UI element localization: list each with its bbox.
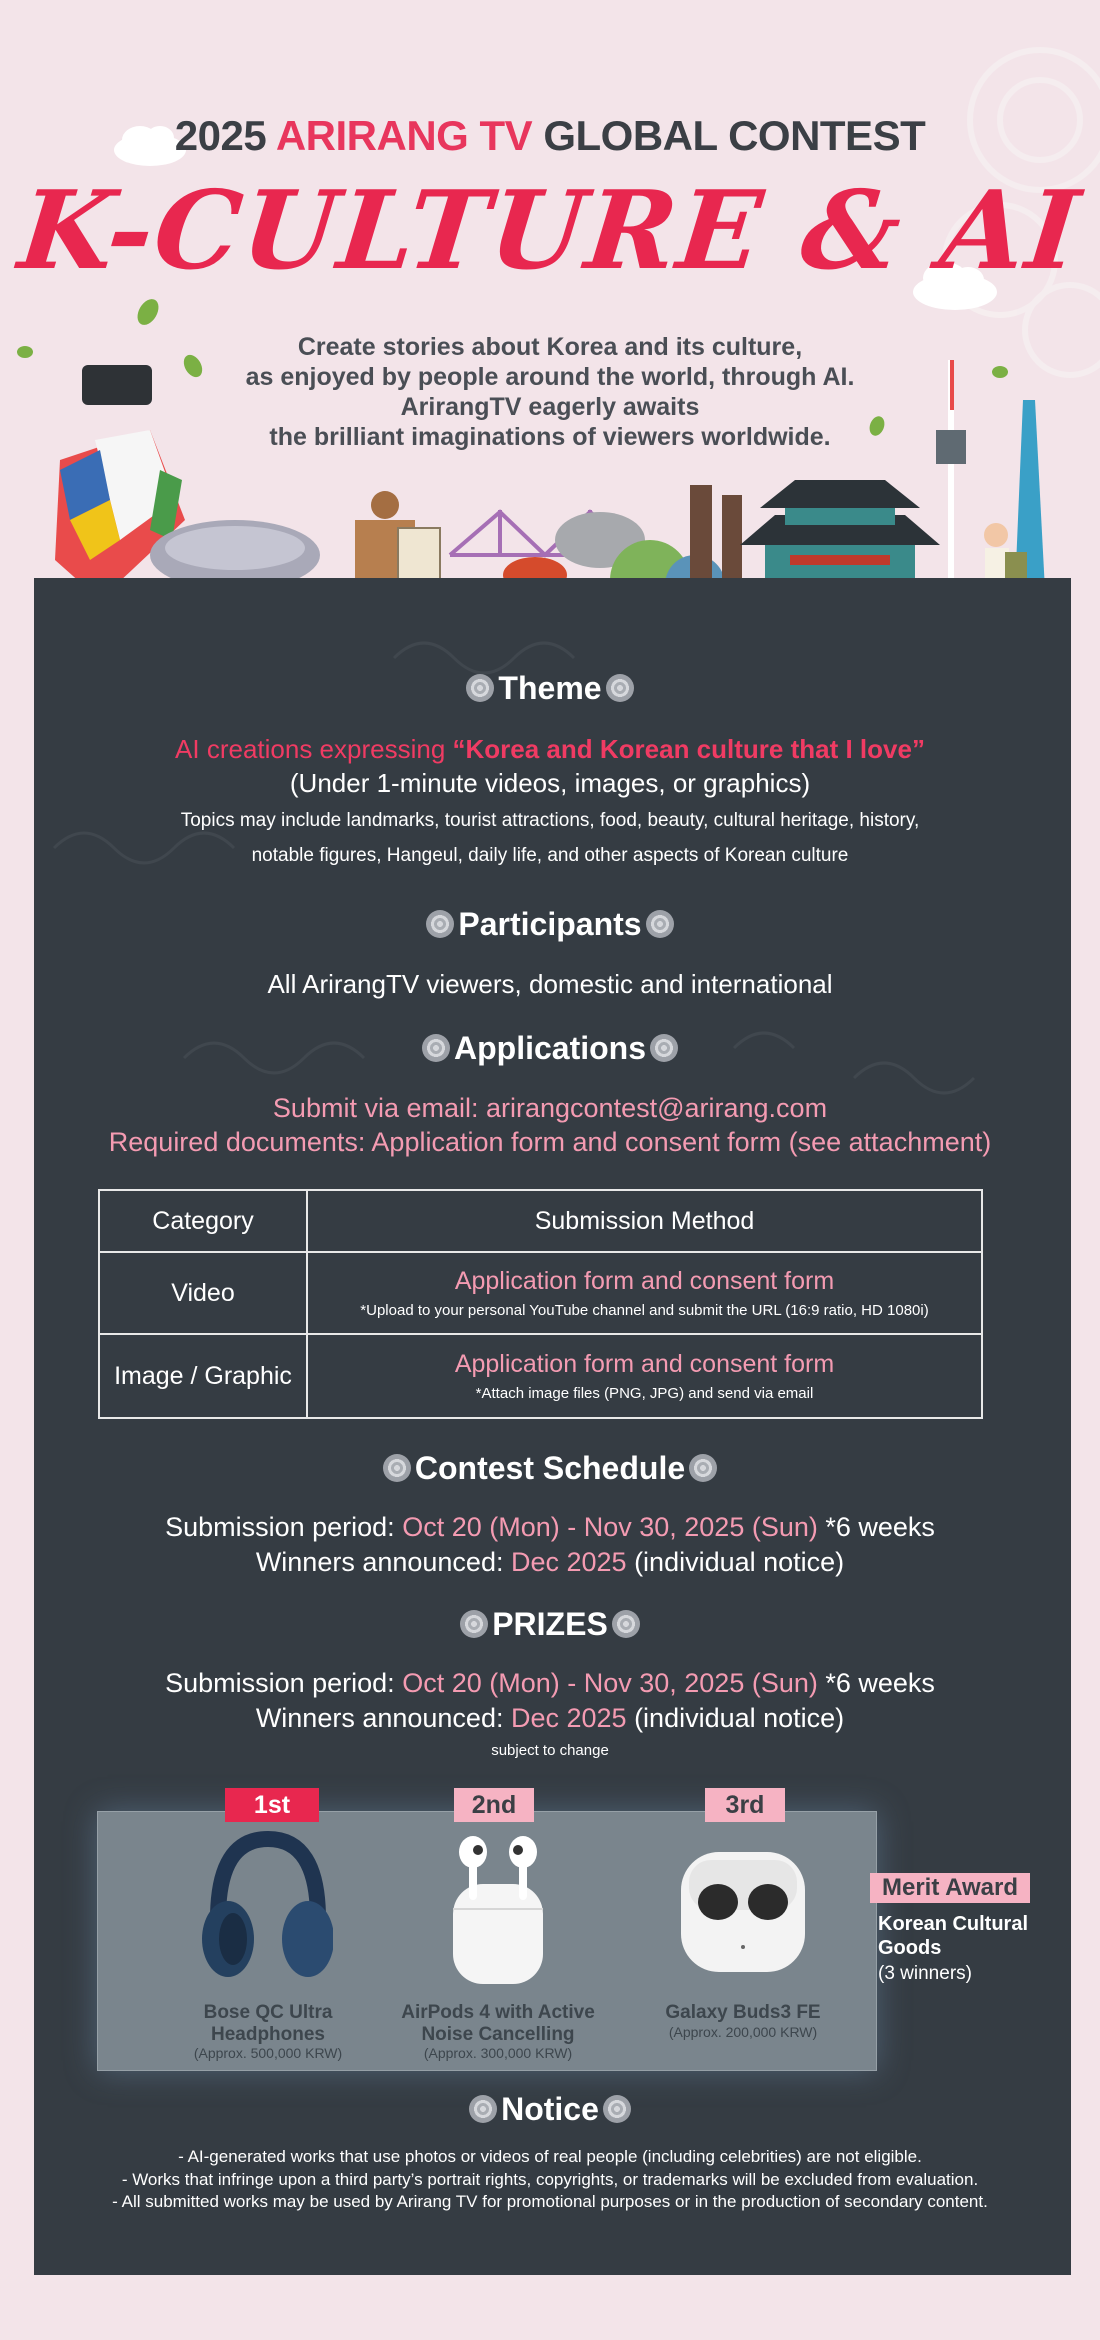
applications-heading: Applications (0, 1030, 1100, 1067)
headline: K-CULTURE & AI (13, 168, 1087, 294)
table-header: Category (99, 1190, 307, 1252)
participants-text: All ArirangTV viewers, domestic and international (267, 969, 833, 999)
brand-name: ARIRANG TV (275, 112, 533, 159)
table-cell-category: Video (99, 1252, 307, 1334)
section-dot-icon (426, 910, 454, 938)
prizes-heading: PRIZES (0, 1606, 1100, 1643)
prize-value: (Approx. 300,000 KRW) (423, 2045, 573, 2061)
submission-table (98, 1189, 983, 1419)
submission-suffix: *6 weeks (817, 1512, 935, 1542)
theme-highlight (0, 734, 1100, 765)
section-dot-icon (603, 2095, 631, 2123)
merit-prize-line: Korean Cultural (878, 1913, 1029, 1935)
prize-value: (Approx. 200,000 KRW) (668, 2024, 818, 2040)
prize-name (158, 2002, 378, 2046)
rank-badge: 3rd (705, 1788, 785, 1822)
theme-heading: Theme (0, 670, 1100, 707)
prize-name-line: Galaxy Buds3 FE (665, 2002, 821, 2023)
theme-format: (Under 1-minute videos, images, or graphics) (289, 768, 811, 798)
method-note: *Upload to your personal YouTube channel and submit the URL (16:9 ratio, HD 1080i) (360, 1302, 929, 1319)
prize-showcase (97, 1791, 877, 2071)
intro-text (0, 332, 1100, 452)
winners-label: Winners announced: (255, 1703, 511, 1733)
headphones-image (193, 1824, 333, 1984)
schedule-submission (0, 1512, 1100, 1543)
merit-prize-line: Goods (878, 1937, 942, 1959)
merit-prize (878, 1912, 1078, 1960)
galaxy-buds-image (673, 1842, 813, 1982)
submission-label: Submission period: (165, 1668, 403, 1698)
section-dot-icon (460, 1610, 488, 1638)
winners-suffix: (individual notice) (626, 1703, 845, 1733)
table-header: Submission Method (307, 1190, 982, 1252)
applications-email: Submit via email: arirangcontest@arirang.com (272, 1093, 828, 1123)
intro-line: the brilliant imaginations of viewers worldwide. (269, 423, 831, 451)
contest-title (0, 112, 1100, 160)
section-dot-icon (469, 2095, 497, 2123)
prize-name-line: Bose QC Ultra (203, 2002, 333, 2023)
hero-banner (0, 0, 1100, 620)
contest-label: GLOBAL CONTEST (543, 112, 926, 159)
contest-year: 2025 (174, 112, 267, 159)
intro-line: Create stories about Korea and its culture, (297, 333, 803, 361)
section-dot-icon (606, 674, 634, 702)
schedule-winners (0, 1547, 1100, 1578)
notice-item: - All submitted works may be used by Arirang TV for promotional purposes or in the production of secondary content. (112, 2192, 988, 2211)
submission-value: Oct 20 (Mon) - Nov 30, 2025 (Sun) (402, 1512, 818, 1542)
prizes-note: subject to change (491, 1742, 609, 1759)
rank-badge: 2nd (454, 1788, 534, 1822)
submission-suffix: *6 weeks (817, 1668, 935, 1698)
table-row (99, 1334, 982, 1418)
notice-item: - AI-generated works that use photos or videos of real people (including celebrities) are not eligible. (178, 2147, 922, 2166)
table-row (99, 1252, 982, 1334)
notice-item: - Works that infringe upon a third party’s portrait rights, copyrights, or trademarks will be excluded from evaluation. (121, 2170, 979, 2189)
section-dot-icon (612, 1610, 640, 1638)
section-dot-icon (650, 1034, 678, 1062)
winners-value: Dec 2025 (510, 1703, 627, 1733)
submission-label: Submission period: (165, 1512, 403, 1542)
table-header-row (99, 1190, 982, 1252)
submission-value: Oct 20 (Mon) - Nov 30, 2025 (Sun) (402, 1668, 818, 1698)
method-label: Application form and consent form (454, 1350, 835, 1378)
section-dot-icon (689, 1454, 717, 1482)
method-label: Application form and consent form (454, 1267, 835, 1295)
section-dot-icon (422, 1034, 450, 1062)
section-dot-icon (466, 674, 494, 702)
winners-suffix: (individual notice) (626, 1547, 845, 1577)
prize-value: (Approx. 500,000 KRW) (193, 2045, 343, 2061)
airpods-image (438, 1824, 558, 1994)
notice-heading: Notice (0, 2091, 1100, 2128)
prize-name-line: Noise Cancelling (421, 2024, 575, 2045)
method-note: *Attach image files (PNG, JPG) and send via email (475, 1385, 814, 1402)
hero-illustration (0, 0, 1100, 660)
table-cell-method (307, 1252, 982, 1334)
theme-highlight-prefix: AI creations expressing (175, 734, 453, 764)
prize-name-line: Headphones (210, 2024, 326, 2045)
totem-illustration (690, 485, 712, 585)
schedule-heading: Contest Schedule (0, 1450, 1100, 1487)
theme-highlight-quote: “Korea and Korean culture that I love” (452, 734, 925, 764)
applications-docs: Required documents: Application form and consent form (see attachment) (108, 1127, 992, 1157)
table-cell-method (307, 1334, 982, 1418)
winners-value: Dec 2025 (510, 1547, 627, 1577)
table-cell-category: Image / Graphic (99, 1334, 307, 1418)
rank-badge: 1st (225, 1788, 319, 1822)
prizes-winners (0, 1703, 1100, 1734)
participants-heading: Participants (0, 906, 1100, 943)
theme-topics: Topics may include landmarks, tourist attractions, food, beauty, cultural heritage, history, (180, 810, 920, 831)
winners-label: Winners announced: (255, 1547, 511, 1577)
merit-winners: (3 winners) (878, 1963, 972, 1984)
prize-name-line: AirPods 4 with Active (401, 2002, 595, 2023)
prize-name (388, 2002, 608, 2046)
intro-line: ArirangTV eagerly awaits (400, 393, 700, 421)
merit-award-badge: Merit Award (870, 1873, 1030, 1903)
theme-topics: notable figures, Hangeul, daily life, and other aspects of Korean culture (251, 845, 849, 866)
intro-line: as enjoyed by people around the world, through AI. (245, 363, 855, 391)
section-dot-icon (646, 910, 674, 938)
prize-name (633, 2002, 853, 2024)
prizes-submission (0, 1668, 1100, 1699)
section-dot-icon (383, 1454, 411, 1482)
